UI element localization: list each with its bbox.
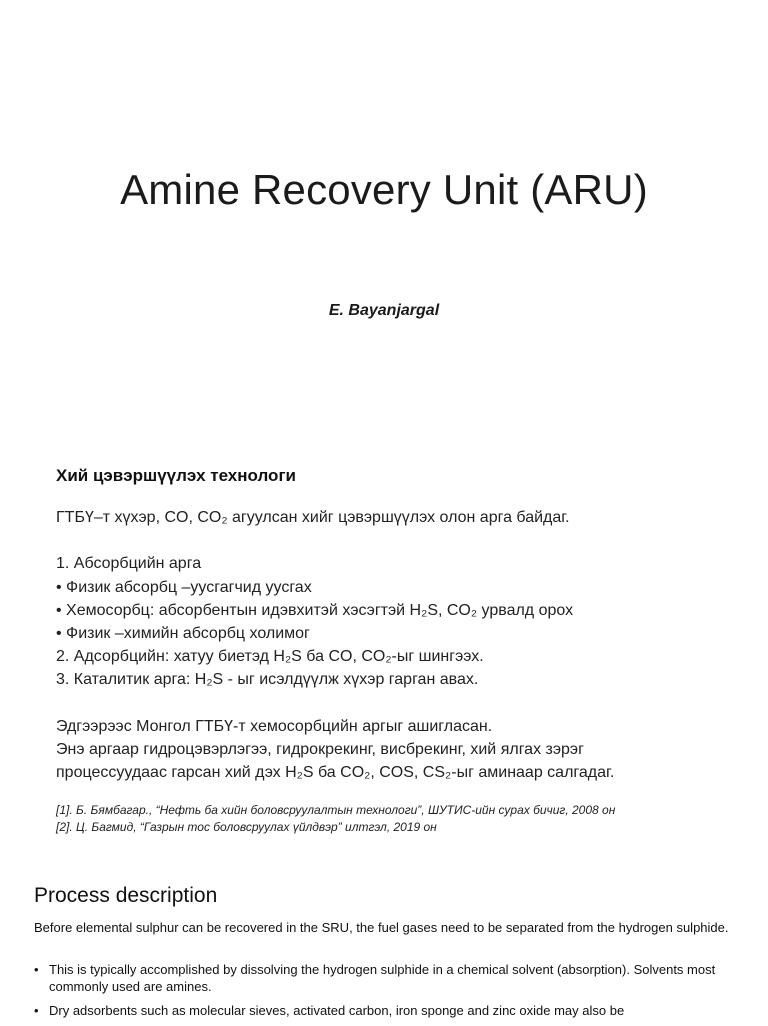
list-item: • Хемосорбц: абсорбентын идэвхитэй хэсэгтэй H₂S, CO₂ урвалд орох <box>56 601 574 619</box>
author-name: E. Bayanjargal <box>328 302 440 319</box>
list-item <box>34 961 734 995</box>
process-heading: Process description <box>34 884 218 907</box>
slide2-body <box>56 506 614 784</box>
bullet-text: This is typically accomplished by dissolving the hydrogen sulphide in a chemical solvent (absorption). Solvents most commonly used are amines. <box>49 962 716 994</box>
slide-title: Amine Recovery Unit (ARU) <box>120 166 648 213</box>
list-item: • Физик абсорбц –уусгагчид уусгах <box>56 578 312 596</box>
bullet-icon: • <box>34 962 39 977</box>
reference-item: [2]. Ц. Багмид, “Газрын тос боловсруулах үйлдвэр” илтгэл, 2019 он <box>56 820 437 834</box>
list-item: 1. Абсорбцийн арга <box>56 555 202 573</box>
process-bullet-list <box>34 961 734 1026</box>
paragraph-line: процессуудаас гарсан хий дэх H₂S ба CO₂, COS, CS₂-ыг аминаар салгадаг. <box>56 764 615 782</box>
spacer <box>56 692 614 715</box>
list-item <box>34 1002 734 1019</box>
paragraph-line: Энэ аргаар гидроцэвэрлэгээ, гидрокрекинг, висбрекинг, хий ялгах зэрэг <box>56 740 584 758</box>
list-item: 3. Каталитик арга: H₂S - ыг исэлдүүлж хүхэр гарган авах. <box>56 671 479 689</box>
process-intro: Before elemental sulphur can be recovered in the SRU, the fuel gases need to be separated from the hydrogen sulphide. <box>34 920 729 935</box>
paragraph-line: Эдгээрээс Монгол ГТБҮ-т хемосорбцийн аргыг ашигласан. <box>56 717 493 735</box>
list-item: 2. Адсорбцийн: хатуу биетэд H₂S ба CO, CO₂-ыг шингээх. <box>56 648 484 666</box>
reference-item: [1]. Б. Бямбагар., “Нефть ба хийн боловсруулалтын технологи”, ШУТИС-ийн сурах бичиг, 2008 он <box>56 803 616 817</box>
spacer <box>56 529 614 552</box>
section-heading: Хий цэвэршүүлэх технологи <box>56 466 296 485</box>
references <box>56 802 615 836</box>
bullet-text: Dry adsorbents such as molecular sieves, activated carbon, iron sponge and zinc oxide may also be <box>49 1003 625 1018</box>
intro-line: ГТБҮ–т хүхэр, CO, CO₂ агуулсан хийг цэвэршүүлэх олон арга байдаг. <box>56 509 570 526</box>
list-item: • Физик –химийн абсорбц холимог <box>56 624 310 642</box>
bullet-icon: • <box>34 1003 39 1018</box>
